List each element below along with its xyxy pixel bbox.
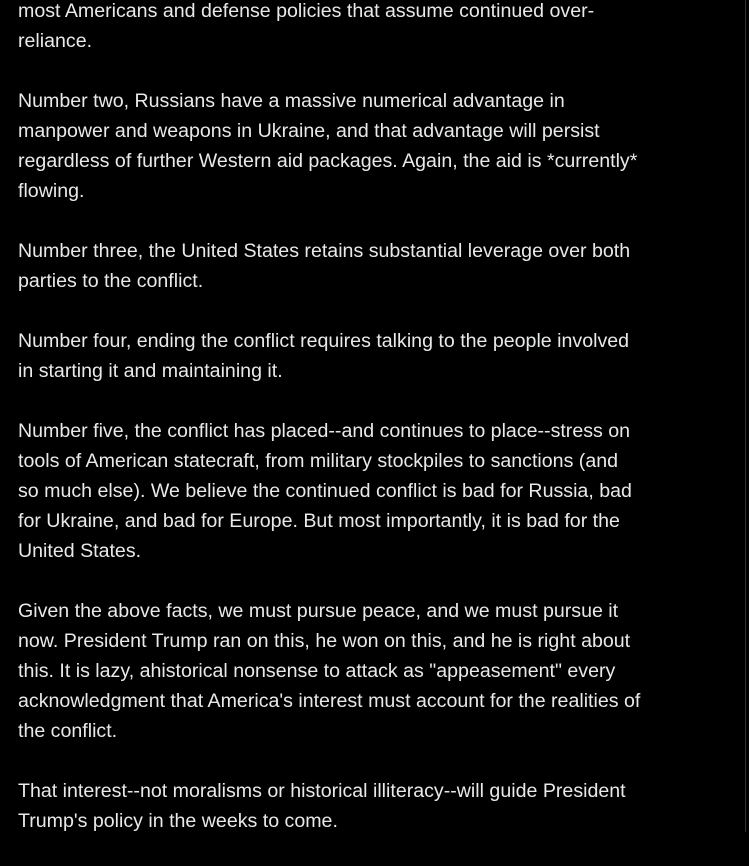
- text-line: the conflict.: [18, 720, 118, 742]
- text-line: now. President Trump ran on this, he won on this, and he is right about: [18, 630, 631, 652]
- text-line: Number two, Russians have a massive numerical advantage in: [18, 90, 565, 112]
- text-line: for Ukraine, and bad for Europe. But most importantly, it is bad for the: [18, 510, 620, 532]
- text-line: parties to the conflict.: [18, 270, 204, 292]
- text-line: this. It is lazy, ahistorical nonsense to attack as "appeasement" every: [18, 660, 616, 682]
- text-line: flowing.: [18, 180, 85, 202]
- text-line: Number five, the conflict has placed--and continues to place--stress on: [18, 420, 631, 442]
- text-line: United States.: [18, 540, 142, 562]
- paragraph: [18, 776, 640, 836]
- text-line: most Americans and defense policies that assume continued over-: [18, 0, 595, 22]
- paragraph: [18, 236, 640, 296]
- text-line: manpower and weapons in Ukraine, and that advantage will persist: [18, 120, 600, 142]
- paragraph: [18, 326, 640, 386]
- text-line: acknowledgment that America's interest must account for the realities of: [18, 690, 641, 712]
- paragraph: [18, 86, 640, 206]
- paragraph: [18, 0, 640, 56]
- text-line: Number four, ending the conflict requires talking to the people involved: [18, 330, 630, 352]
- text-line: in starting it and maintaining it.: [18, 360, 283, 382]
- text-line: regardless of further Western aid packages. Again, the aid is *currently*: [18, 150, 638, 172]
- text-line: tools of American statecraft, from military stockpiles to sanctions (and: [18, 450, 619, 472]
- text-line: Trump's policy in the weeks to come.: [18, 810, 338, 832]
- text-line: Number three, the United States retains substantial leverage over both: [18, 240, 631, 262]
- text-line: reliance.: [18, 30, 93, 52]
- text-line: so much else). We believe the continued conflict is bad for Russia, bad: [18, 480, 632, 502]
- text-line: Given the above facts, we must pursue peace, and we must pursue it: [18, 600, 619, 622]
- paragraph: [18, 416, 640, 566]
- paragraph: [18, 596, 640, 746]
- post-text: [18, 0, 640, 866]
- text-line: That interest--not moralisms or historical illiteracy--will guide President: [18, 780, 626, 802]
